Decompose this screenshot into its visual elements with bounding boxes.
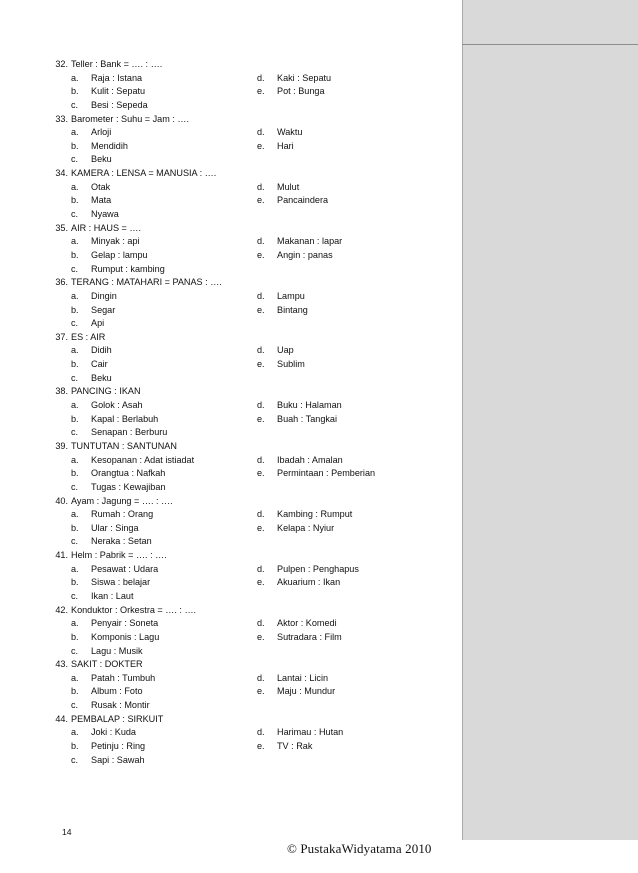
option-letter: b.: [71, 522, 79, 533]
question-row: [42, 331, 442, 345]
option-text: Petinju : Ring: [91, 741, 146, 752]
option-row: [42, 194, 442, 208]
option-text: Nyawa: [91, 209, 119, 220]
option-row: [42, 522, 442, 536]
option-letter: e.: [257, 195, 265, 206]
question-row: [42, 440, 442, 454]
option-letter: d.: [257, 236, 265, 247]
option-text: Mata: [91, 195, 112, 206]
side-panel-edge: [462, 0, 463, 840]
copyright-footer: © PustakaWidyatama 2010: [287, 841, 432, 856]
option-row: [42, 454, 442, 468]
option-letter: b.: [71, 86, 79, 97]
option-letter: b.: [71, 741, 79, 752]
option-letter: e.: [257, 86, 265, 97]
option-row: [42, 672, 442, 686]
page-number: 14: [62, 827, 72, 837]
option-letter: a.: [71, 181, 79, 192]
option-row: [42, 645, 442, 659]
question-text: ES : AIR: [71, 331, 106, 342]
question-39: [42, 440, 442, 495]
option-text: Bintang: [277, 304, 308, 315]
option-text: TV : Rak: [277, 741, 313, 752]
option-letter: d.: [257, 345, 265, 356]
option-letter: b.: [71, 686, 79, 697]
option-text: Lampu: [277, 290, 305, 301]
option-text: Buku : Halaman: [277, 400, 342, 411]
option-text: Kulit : Sepatu: [91, 86, 146, 97]
option-row: [42, 153, 442, 167]
option-letter: a.: [71, 672, 79, 683]
option-letter: c.: [71, 645, 79, 656]
option-text: Aktor : Komedi: [277, 618, 337, 629]
option-letter: d.: [257, 618, 265, 629]
option-letter: d.: [257, 509, 265, 520]
option-text: Kambing : Rumput: [277, 509, 353, 520]
option-text: Senapan : Berburu: [91, 427, 168, 438]
option-text: Orangtua : Nafkah: [91, 468, 166, 479]
option-letter: c.: [71, 209, 79, 220]
option-row: [42, 72, 442, 86]
option-row: [42, 426, 442, 440]
option-text: Kapal : Berlabuh: [91, 413, 159, 424]
option-text: Dingin: [91, 290, 117, 301]
option-row: [42, 740, 442, 754]
option-letter: d.: [257, 563, 265, 574]
question-43: [42, 658, 442, 713]
option-letter: a.: [71, 127, 79, 138]
option-text: Cair: [91, 359, 108, 370]
option-letter: d.: [257, 727, 265, 738]
question-number: 41.: [55, 550, 68, 561]
option-text: Pancaindera: [277, 195, 329, 206]
option-text: Penyair : Soneta: [91, 618, 159, 629]
question-number: 39.: [55, 440, 68, 451]
question-40: [42, 495, 442, 550]
option-text: Uap: [277, 345, 294, 356]
option-letter: c.: [71, 372, 79, 383]
option-letter: c.: [71, 590, 79, 601]
option-row: [42, 344, 442, 358]
option-letter: e.: [257, 304, 265, 315]
option-text: Beku: [91, 372, 112, 383]
question-number: 43.: [55, 659, 68, 670]
option-text: Otak: [91, 181, 111, 192]
option-letter: c.: [71, 99, 79, 110]
option-row: [42, 99, 442, 113]
question-number: 36.: [55, 277, 68, 288]
option-row: [42, 85, 442, 99]
option-text: Joki : Kuda: [91, 727, 136, 738]
option-letter: b.: [71, 413, 79, 424]
question-row: [42, 113, 442, 127]
option-text: Waktu: [277, 127, 303, 138]
option-letter: b.: [71, 631, 79, 642]
option-letter: d.: [257, 454, 265, 465]
option-letter: a.: [71, 345, 79, 356]
question-row: [42, 495, 442, 509]
option-letter: b.: [71, 140, 79, 151]
option-letter: a.: [71, 509, 79, 520]
question-37: [42, 331, 442, 386]
option-text: Ular : Singa: [91, 522, 139, 533]
question-41: [42, 549, 442, 604]
option-letter: e.: [257, 468, 265, 479]
question-row: [42, 658, 442, 672]
option-letter: e.: [257, 359, 265, 370]
option-text: Tugas : Kewajiban: [91, 481, 166, 492]
option-row: [42, 126, 442, 140]
gray-side-panel: [462, 0, 638, 840]
option-text: Patah : Tumbuh: [91, 672, 156, 683]
option-text: Golok : Asah: [91, 400, 143, 411]
option-letter: e.: [257, 522, 265, 533]
option-letter: a.: [71, 236, 79, 247]
option-row: [42, 754, 442, 768]
option-letter: c.: [71, 700, 79, 711]
option-letter: a.: [71, 618, 79, 629]
option-row: [42, 304, 442, 318]
question-row: [42, 713, 442, 727]
option-letter: e.: [257, 631, 265, 642]
option-letter: d.: [257, 72, 265, 83]
option-letter: c.: [71, 754, 79, 765]
option-letter: e.: [257, 741, 265, 752]
question-text: TERANG : MATAHARI = PANAS : ….: [71, 277, 222, 288]
question-number: 38.: [55, 386, 68, 397]
option-letter: b.: [71, 249, 79, 260]
option-letter: e.: [257, 686, 265, 697]
option-text: Album : Foto: [91, 686, 143, 697]
option-row: [42, 372, 442, 386]
option-row: [42, 208, 442, 222]
option-text: Beku: [91, 154, 112, 165]
option-row: [42, 631, 442, 645]
option-letter: c.: [71, 154, 79, 165]
option-letter: b.: [71, 304, 79, 315]
option-letter: c.: [71, 427, 79, 438]
option-letter: a.: [71, 727, 79, 738]
option-text: Sublim: [277, 359, 305, 370]
option-row: [42, 249, 442, 263]
option-text: Rumah : Orang: [91, 509, 154, 520]
option-text: Raja : Istana: [91, 72, 143, 83]
option-letter: c.: [71, 536, 79, 547]
option-row: [42, 235, 442, 249]
option-text: Kelapa : Nyiur: [277, 522, 335, 533]
option-row: [42, 317, 442, 331]
question-row: [42, 222, 442, 236]
question-text: Barometer : Suhu = Jam : ….: [71, 113, 190, 124]
side-panel-divider: [462, 44, 638, 45]
option-text: Lagu : Musik: [91, 645, 143, 656]
option-text: Kaki : Sepatu: [277, 72, 332, 83]
question-text: AIR : HAUS = ….: [71, 222, 141, 233]
option-row: [42, 290, 442, 304]
question-number: 33.: [55, 113, 68, 124]
option-text: Sutradara : Film: [277, 631, 342, 642]
option-row: [42, 576, 442, 590]
option-text: Rumput : kambing: [91, 263, 165, 274]
question-text: Ayam : Jagung = …. : ….: [71, 495, 173, 506]
option-text: Komponis : Lagu: [91, 631, 160, 642]
option-text: Mendidih: [91, 140, 128, 151]
option-row: [42, 263, 442, 277]
option-text: Ibadah : Amalan: [277, 454, 343, 465]
option-text: Sapi : Sawah: [91, 754, 145, 765]
question-row: [42, 604, 442, 618]
option-letter: c.: [71, 318, 79, 329]
option-letter: d.: [257, 181, 265, 192]
question-34: [42, 167, 442, 222]
question-number: 34.: [55, 168, 68, 179]
question-42: [42, 604, 442, 659]
option-row: [42, 685, 442, 699]
option-letter: c.: [71, 481, 79, 492]
option-text: Besi : Sepeda: [91, 99, 148, 110]
question-text: Konduktor : Orkestra = …. : ….: [71, 604, 197, 615]
option-text: Maju : Mundur: [277, 686, 336, 697]
question-text: PANCING : IKAN: [71, 386, 141, 397]
option-letter: a.: [71, 400, 79, 411]
option-letter: e.: [257, 140, 265, 151]
option-text: Angin : panas: [277, 249, 333, 260]
option-text: Rusak : Montir: [91, 700, 150, 711]
option-letter: e.: [257, 577, 265, 588]
question-number: 40.: [55, 495, 68, 506]
option-letter: a.: [71, 454, 79, 465]
question-44: [42, 713, 442, 768]
option-row: [42, 467, 442, 481]
question-33: [42, 113, 442, 168]
option-text: Api: [91, 318, 105, 329]
question-text: Teller : Bank = …. : ….: [71, 59, 163, 69]
question-text: Helm : Pabrik = …. : ….: [71, 550, 167, 561]
option-text: Lantai : Licin: [277, 672, 329, 683]
option-letter: d.: [257, 127, 265, 138]
question-32: [42, 58, 442, 113]
option-text: Permintaan : Pemberian: [277, 468, 376, 479]
option-letter: b.: [71, 359, 79, 370]
option-letter: a.: [71, 563, 79, 574]
option-letter: d.: [257, 400, 265, 411]
option-text: Arloji: [91, 127, 112, 138]
question-number: 42.: [55, 604, 68, 615]
option-row: [42, 617, 442, 631]
option-text: Gelap : lampu: [91, 249, 148, 260]
option-text: Didih: [91, 345, 112, 356]
option-letter: a.: [71, 290, 79, 301]
question-row: [42, 167, 442, 181]
question-number: 32.: [55, 59, 68, 69]
option-row: [42, 140, 442, 154]
option-letter: b.: [71, 195, 79, 206]
option-text: Akuarium : Ikan: [277, 577, 341, 588]
option-row: [42, 358, 442, 372]
question-row: [42, 58, 442, 72]
question-row: [42, 385, 442, 399]
option-text: Minyak : api: [91, 236, 140, 247]
option-row: [42, 563, 442, 577]
option-row: [42, 726, 442, 740]
option-text: Pesawat : Udara: [91, 563, 159, 574]
question-35: [42, 222, 442, 277]
option-letter: c.: [71, 263, 79, 274]
question-36: [42, 276, 442, 331]
option-text: Buah : Tangkai: [277, 413, 337, 424]
option-text: Harimau : Hutan: [277, 727, 344, 738]
option-text: Pot : Bunga: [277, 86, 325, 97]
question-text: KAMERA : LENSA = MANUSIA : ….: [71, 168, 217, 179]
option-letter: b.: [71, 577, 79, 588]
option-text: Neraka : Setan: [91, 536, 152, 547]
option-text: Kesopanan : Adat istiadat: [91, 454, 195, 465]
question-row: [42, 276, 442, 290]
option-row: [42, 413, 442, 427]
option-letter: b.: [71, 468, 79, 479]
option-row: [42, 399, 442, 413]
question-text: SAKIT : DOKTER: [71, 659, 143, 670]
option-letter: d.: [257, 672, 265, 683]
option-row: [42, 181, 442, 195]
option-row: [42, 481, 442, 495]
question-number: 35.: [55, 222, 68, 233]
option-row: [42, 590, 442, 604]
question-list: [42, 58, 442, 767]
question-text: PEMBALAP : SIRKUIT: [71, 713, 164, 724]
option-letter: a.: [71, 72, 79, 83]
question-number: 44.: [55, 713, 68, 724]
option-text: Segar: [91, 304, 116, 315]
option-letter: d.: [257, 290, 265, 301]
option-text: Pulpen : Penghapus: [277, 563, 359, 574]
option-text: Ikan : Laut: [91, 590, 134, 601]
option-row: [42, 508, 442, 522]
option-text: Siswa : belajar: [91, 577, 151, 588]
option-text: Hari: [277, 140, 294, 151]
option-letter: e.: [257, 249, 265, 260]
option-letter: e.: [257, 413, 265, 424]
question-text: TUNTUTAN : SANTUNAN: [71, 440, 177, 451]
option-row: [42, 535, 442, 549]
question-38: [42, 385, 442, 440]
option-text: Mulut: [277, 181, 300, 192]
option-text: Makanan : lapar: [277, 236, 343, 247]
question-number: 37.: [55, 331, 68, 342]
question-row: [42, 549, 442, 563]
option-row: [42, 699, 442, 713]
